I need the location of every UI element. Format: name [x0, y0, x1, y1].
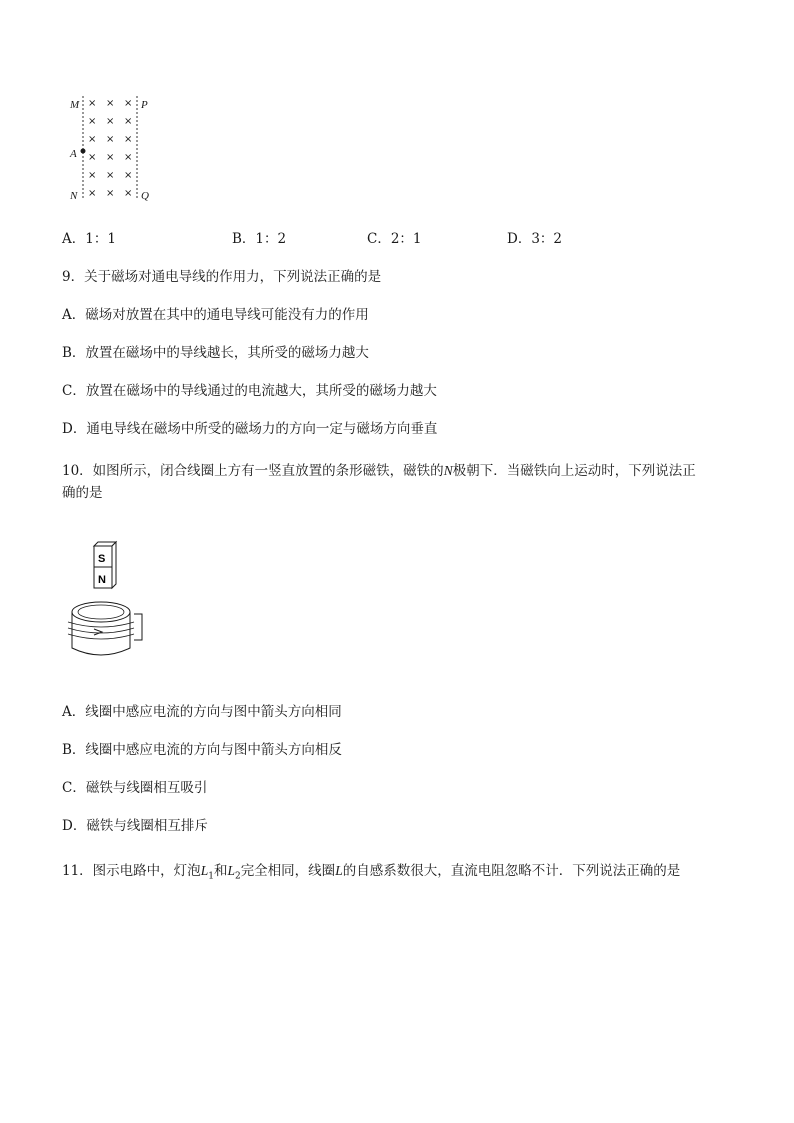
field-crosses — [88, 98, 132, 199]
label-a: A — [70, 148, 77, 160]
q9-option-c[interactable]: C．放置在磁场中的导线通过的电流越大，其所受的磁场力越大 — [62, 383, 437, 399]
q10-option-a[interactable]: A．线圈中感应电流的方向与图中箭头方向相同 — [62, 704, 342, 720]
coil — [68, 602, 142, 655]
svg-text:×: × — [124, 170, 133, 181]
var-l2: L — [227, 863, 235, 878]
svg-text:×: × — [106, 98, 115, 109]
q10-stem-line2: 确的是 — [62, 485, 103, 501]
svg-text:×: × — [88, 152, 97, 163]
label-q: Q — [141, 190, 149, 202]
q10-option-b[interactable]: B．线圈中感应电流的方向与图中箭头方向相反 — [62, 742, 342, 758]
q10-option-d[interactable]: D．磁铁与线圈相互排斥 — [62, 818, 208, 834]
point-a — [81, 149, 86, 154]
svg-text:×: × — [124, 116, 133, 127]
q8-option-a[interactable]: A．1：1 — [62, 231, 116, 247]
label-p: P — [141, 99, 148, 111]
q9-option-a[interactable]: A．磁场对放置在其中的通电导线可能没有力的作用 — [62, 307, 369, 323]
svg-text:×: × — [106, 116, 115, 127]
bar-magnet — [94, 542, 116, 588]
svg-text:×: × — [88, 188, 97, 199]
magnet-n-pole: N — [98, 574, 106, 586]
svg-text:×: × — [106, 188, 115, 199]
q9-option-b[interactable]: B．放置在磁场中的导线越长，其所受的磁场力越大 — [62, 345, 369, 361]
q8-option-b[interactable]: B．1：2 — [232, 231, 287, 247]
q8-option-c[interactable]: C．2：1 — [367, 231, 422, 247]
svg-text:×: × — [106, 134, 115, 145]
svg-text:×: × — [124, 152, 133, 163]
svg-text:×: × — [124, 134, 133, 145]
svg-text:×: × — [106, 152, 115, 163]
var-l: L — [335, 863, 343, 878]
svg-text:×: × — [88, 98, 97, 109]
svg-text:×: × — [124, 98, 133, 109]
label-n: N — [70, 190, 78, 202]
q10-magnet-coil-figure — [64, 540, 154, 660]
q10-stem-line1: 10．如图所示，闭合线圈上方有一竖直放置的条形磁铁，磁铁的N极朝下．当磁铁向上运动时，下列说法正 — [62, 463, 696, 479]
q9-option-d[interactable]: D．通电导线在磁场中所受的磁场力的方向一定与磁场方向垂直 — [62, 421, 438, 437]
var-l1-sub: 1 — [208, 871, 214, 882]
svg-text:×: × — [106, 170, 115, 181]
var-n: N — [443, 463, 453, 478]
var-l1: L — [200, 863, 209, 878]
svg-text:×: × — [88, 134, 97, 145]
svg-text:×: × — [88, 170, 97, 181]
svg-text:×: × — [88, 116, 97, 127]
q10-option-c[interactable]: C．磁铁与线圈相互吸引 — [62, 780, 208, 796]
q9-stem: 9．关于磁场对通电导线的作用力，下列说法正确的是 — [62, 269, 382, 285]
q11-stem: 11．图示电路中，灯泡$L_1$和$L_2$完全相同，线圈L的自感系数很大，直流电阻忽略不计．下列说法正确的是 — [62, 863, 681, 882]
magnet-s-pole: S — [98, 553, 106, 565]
svg-text:×: × — [124, 188, 133, 199]
label-m: M — [70, 99, 80, 111]
var-l2-sub: 2 — [234, 871, 241, 882]
q8-field-figure — [60, 92, 160, 204]
q8-option-d[interactable]: D．3：2 — [507, 231, 563, 247]
